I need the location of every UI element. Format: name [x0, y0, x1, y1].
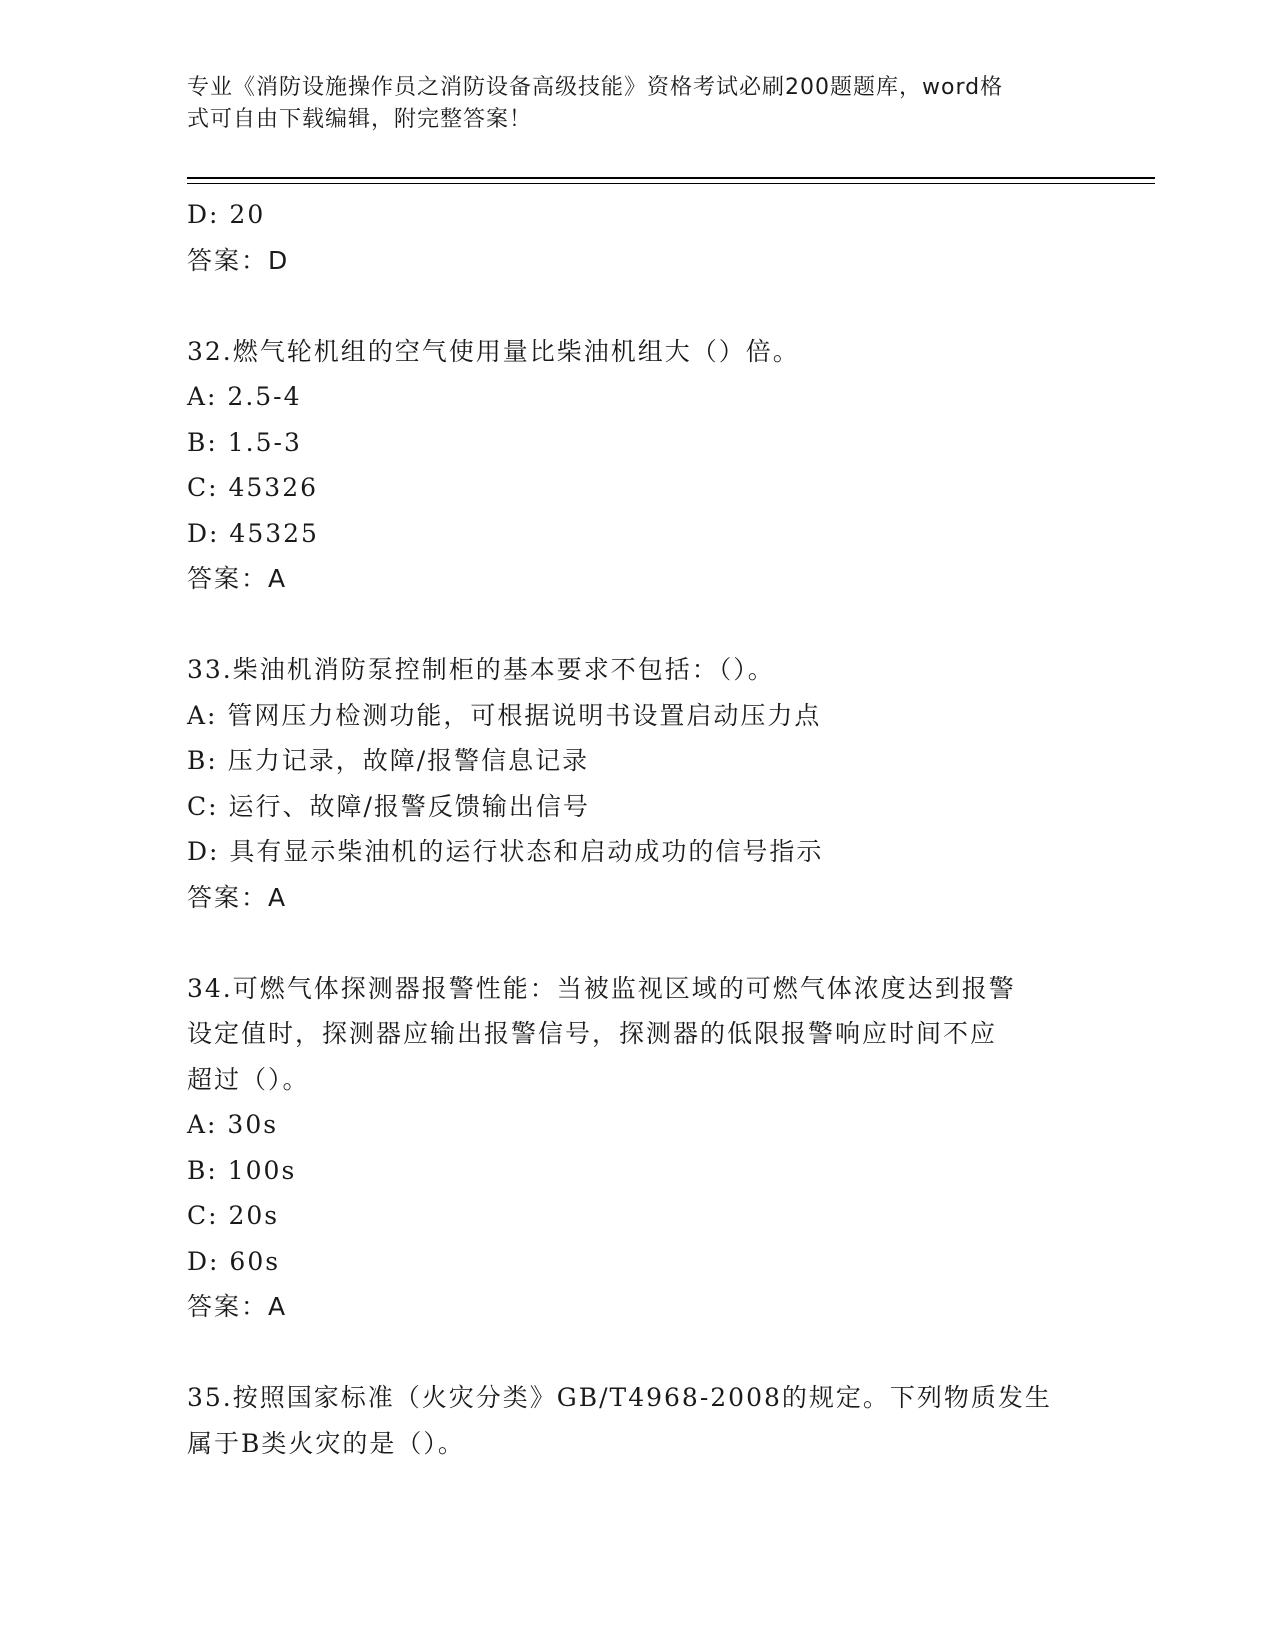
option-d: D: 具有显示柴油机的运行状态和启动成功的信号指示	[187, 837, 824, 866]
question-block	[187, 329, 1087, 602]
option-d: D: 45325	[187, 518, 319, 548]
option-c: C: 运行、故障/报警反馈输出信号	[187, 791, 590, 821]
option-a: A: 2.5-4	[187, 382, 302, 411]
question-block	[187, 966, 1087, 1330]
intro-option-d: D: 20	[187, 200, 266, 229]
question-stem-line-2: 属于B类火灾的是（）。	[187, 1428, 465, 1458]
question-stem: 33.柴油机消防泵控制柜的基本要求不包括：（）。	[187, 655, 775, 684]
option-a: A: 30s	[187, 1110, 279, 1139]
question-stem-line-1: 34.可燃气体探测器报警性能：当被监视区域的可燃气体浓度达到报警	[187, 973, 1016, 1003]
answer: 答案：A	[187, 1292, 288, 1321]
question-stem-line-2: 设定值时，探测器应输出报警信号，探测器的低限报警响应时间不应	[187, 1019, 998, 1048]
question-stem-line-3: 超过（）。	[187, 1064, 310, 1094]
header-line-1: 专业《消防设施操作员之消防设备高级技能》资格考试必刷200题题库，word格	[187, 75, 1004, 100]
question-block	[187, 647, 1087, 920]
spacer	[187, 283, 1087, 329]
spacer	[187, 920, 1087, 966]
option-b: B: 压力记录，故障/报警信息记录	[187, 746, 590, 775]
spacer	[187, 1330, 1087, 1376]
question-content	[187, 192, 1087, 1466]
header-line-2: 式可自由下载编辑，附完整答案！	[187, 107, 533, 132]
question-block	[187, 1375, 1087, 1466]
option-a: A: 管网压力检测功能，可根据说明书设置启动压力点	[187, 700, 822, 730]
intro-answer: 答案：D	[187, 245, 290, 275]
question-stem-line-1: 35.按照国家标准（火灾分类》GB/T4968-2008的规定。下列物质发生	[187, 1383, 1052, 1412]
option-c: C: 20s	[187, 1201, 280, 1230]
option-c: C: 45326	[187, 473, 319, 502]
answer: 答案：A	[187, 564, 288, 593]
option-d: D: 60s	[187, 1246, 281, 1276]
answer: 答案：A	[187, 882, 288, 912]
header-rule-thin	[187, 183, 1155, 184]
header-rule-thick	[187, 177, 1155, 179]
option-b: B: 1.5-3	[187, 427, 302, 457]
option-b: B: 100s	[187, 1155, 297, 1185]
spacer	[187, 602, 1087, 648]
page-header	[187, 72, 1067, 136]
question-stem: 32.燃气轮机组的空气使用量比柴油机组大（）倍。	[187, 336, 800, 366]
